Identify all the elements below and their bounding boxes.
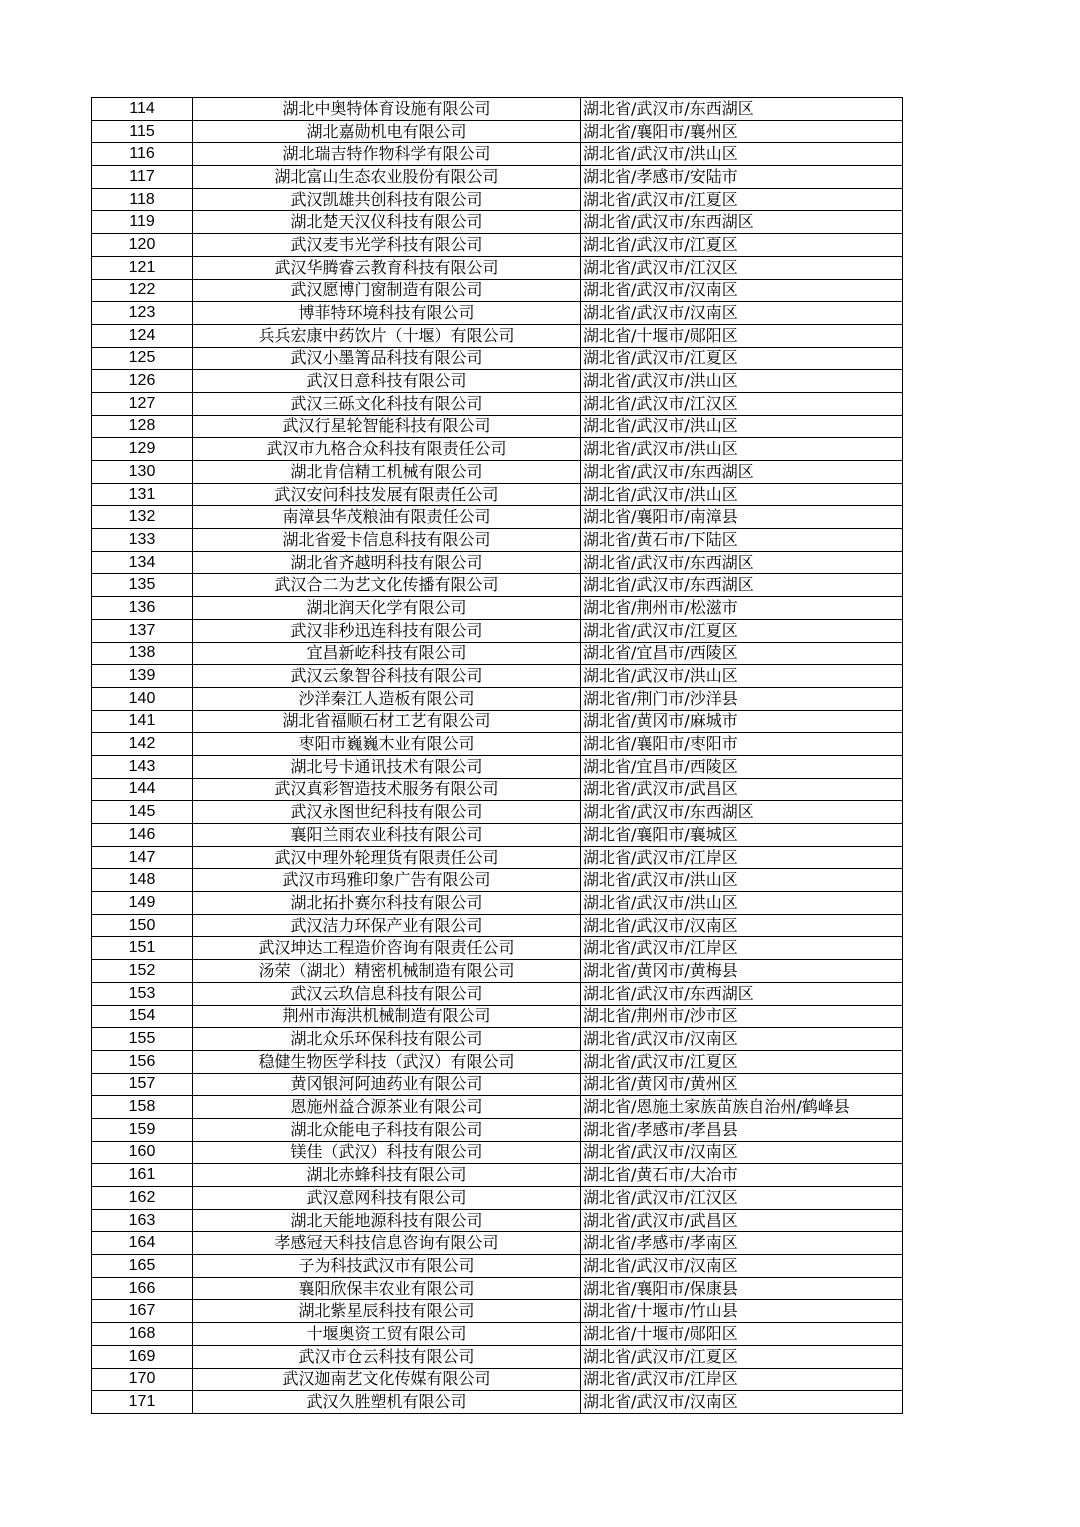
region-cell: 湖北省/武汉市/洪山区 [581,892,903,915]
region-cell: 湖北省/宜昌市/西陵区 [581,642,903,665]
region-cell: 湖北省/武汉市/汉南区 [581,1141,903,1164]
company-name-cell: 武汉坤达工程造价咨询有限责任公司 [193,937,581,960]
company-name-cell: 湖北肯信精工机械有限公司 [193,461,581,484]
table-row [92,143,903,166]
company-name-cell: 武汉久胜塑机有限公司 [193,1391,581,1414]
row-number-cell: 140 [92,687,193,710]
region-cell: 湖北省/荆州市/沙市区 [581,1005,903,1028]
region-cell: 湖北省/孝感市/孝南区 [581,1232,903,1255]
region-cell: 湖北省/武汉市/汉南区 [581,1391,903,1414]
company-name-cell: 武汉愿博门窗制造有限公司 [193,279,581,302]
company-name-cell: 湖北省爱卡信息科技有限公司 [193,529,581,552]
table-row [92,1323,903,1346]
company-name-cell: 湖北众乐环保科技有限公司 [193,1028,581,1051]
row-number-cell: 156 [92,1050,193,1073]
table-row [92,642,903,665]
region-cell: 湖北省/襄阳市/南漳县 [581,506,903,529]
region-cell: 湖北省/武汉市/武昌区 [581,1209,903,1232]
table-row [92,960,903,983]
company-name-cell: 武汉云象智谷科技有限公司 [193,665,581,688]
table-row [92,982,903,1005]
row-number-cell: 163 [92,1209,193,1232]
company-name-cell: 湖北号卡通讯技术有限公司 [193,755,581,778]
region-cell: 湖北省/武汉市/汉南区 [581,279,903,302]
region-cell: 湖北省/武汉市/东西湖区 [581,551,903,574]
row-number-cell: 141 [92,710,193,733]
company-name-cell: 武汉中理外轮理货有限责任公司 [193,846,581,869]
row-number-cell: 146 [92,824,193,847]
company-name-cell: 武汉市仓云科技有限公司 [193,1345,581,1368]
table-row [92,1096,903,1119]
table-row [92,1164,903,1187]
row-number-cell: 166 [92,1277,193,1300]
region-cell: 湖北省/武汉市/洪山区 [581,869,903,892]
row-number-cell: 153 [92,982,193,1005]
region-cell: 湖北省/孝感市/安陆市 [581,166,903,189]
region-cell: 湖北省/武汉市/洪山区 [581,483,903,506]
region-cell: 湖北省/武汉市/东西湖区 [581,98,903,121]
region-cell: 湖北省/黄冈市/黄梅县 [581,960,903,983]
region-cell: 湖北省/武汉市/江岸区 [581,846,903,869]
row-number-cell: 128 [92,415,193,438]
region-cell: 湖北省/荆门市/沙洋县 [581,687,903,710]
region-cell: 湖北省/武汉市/洪山区 [581,438,903,461]
row-number-cell: 125 [92,347,193,370]
region-cell: 湖北省/武汉市/江夏区 [581,1050,903,1073]
region-cell: 湖北省/襄阳市/枣阳市 [581,733,903,756]
row-number-cell: 155 [92,1028,193,1051]
table-row [92,665,903,688]
row-number-cell: 117 [92,166,193,189]
row-number-cell: 150 [92,914,193,937]
region-cell: 湖北省/襄阳市/襄州区 [581,120,903,143]
row-number-cell: 124 [92,324,193,347]
region-cell: 湖北省/武汉市/东西湖区 [581,801,903,824]
company-name-cell: 武汉市玛雅印象广告有限公司 [193,869,581,892]
row-number-cell: 135 [92,574,193,597]
region-cell: 湖北省/武汉市/汉南区 [581,302,903,325]
region-cell: 湖北省/黄石市/大冶市 [581,1164,903,1187]
region-cell: 湖北省/武汉市/江岸区 [581,1368,903,1391]
row-number-cell: 116 [92,143,193,166]
company-name-cell: 襄阳兰雨农业科技有限公司 [193,824,581,847]
region-cell: 湖北省/十堰市/竹山县 [581,1300,903,1323]
row-number-cell: 145 [92,801,193,824]
table-row [92,1118,903,1141]
company-name-cell: 武汉真彩智造技术服务有限公司 [193,778,581,801]
table-row [92,846,903,869]
row-number-cell: 122 [92,279,193,302]
table-row [92,574,903,597]
region-cell: 湖北省/武汉市/江夏区 [581,347,903,370]
company-name-cell: 湖北紫星辰科技有限公司 [193,1300,581,1323]
table-row [92,755,903,778]
company-name-cell: 武汉意网科技有限公司 [193,1187,581,1210]
company-name-cell: 黄冈银河阿迪药业有限公司 [193,1073,581,1096]
table-row [92,1005,903,1028]
table-row [92,1073,903,1096]
table-row [92,778,903,801]
table-row [92,597,903,620]
row-number-cell: 137 [92,619,193,642]
region-cell: 湖北省/武汉市/武昌区 [581,778,903,801]
region-cell: 湖北省/武汉市/江夏区 [581,234,903,257]
region-cell: 湖北省/武汉市/江夏区 [581,619,903,642]
row-number-cell: 168 [92,1323,193,1346]
company-list-table [91,97,903,1414]
table-row [92,1300,903,1323]
table-row [92,1368,903,1391]
company-name-cell: 湖北嘉勋机电有限公司 [193,120,581,143]
row-number-cell: 119 [92,211,193,234]
table-row [92,256,903,279]
company-name-cell: 武汉合二为艺文化传播有限公司 [193,574,581,597]
company-name-cell: 湖北富山生态农业股份有限公司 [193,166,581,189]
table-row [92,687,903,710]
table-row [92,211,903,234]
row-number-cell: 160 [92,1141,193,1164]
row-number-cell: 126 [92,370,193,393]
company-name-cell: 武汉云玖信息科技有限公司 [193,982,581,1005]
company-name-cell: 湖北众能电子科技有限公司 [193,1118,581,1141]
table-row [92,551,903,574]
table-row [92,120,903,143]
company-name-cell: 恩施州益合源茶业有限公司 [193,1096,581,1119]
region-cell: 湖北省/武汉市/汉南区 [581,914,903,937]
company-name-cell: 武汉三砾文化科技有限公司 [193,392,581,415]
region-cell: 湖北省/武汉市/东西湖区 [581,211,903,234]
region-cell: 湖北省/孝感市/孝昌县 [581,1118,903,1141]
table-row [92,914,903,937]
row-number-cell: 170 [92,1368,193,1391]
company-name-cell: 镁佳（武汉）科技有限公司 [193,1141,581,1164]
region-cell: 湖北省/武汉市/江汉区 [581,392,903,415]
company-name-cell: 湖北拓扑赛尔科技有限公司 [193,892,581,915]
company-name-cell: 武汉凯雄共创科技有限公司 [193,188,581,211]
table-row [92,937,903,960]
table-row [92,506,903,529]
table-row [92,324,903,347]
table-row [92,1255,903,1278]
table-row [92,733,903,756]
company-name-cell: 湖北省齐越明科技有限公司 [193,551,581,574]
company-name-cell: 湖北省福顺石材工艺有限公司 [193,710,581,733]
row-number-cell: 130 [92,461,193,484]
region-cell: 湖北省/宜昌市/西陵区 [581,755,903,778]
company-name-cell: 沙洋秦江人造板有限公司 [193,687,581,710]
company-name-cell: 孝感冠天科技信息咨询有限公司 [193,1232,581,1255]
row-number-cell: 136 [92,597,193,620]
company-name-cell: 湖北中奥特体育设施有限公司 [193,98,581,121]
region-cell: 湖北省/襄阳市/保康县 [581,1277,903,1300]
company-name-cell: 枣阳市巍巍木业有限公司 [193,733,581,756]
row-number-cell: 158 [92,1096,193,1119]
region-cell: 湖北省/武汉市/洪山区 [581,665,903,688]
table-row [92,1232,903,1255]
table-row [92,1345,903,1368]
company-name-cell: 荆州市海洪机械制造有限公司 [193,1005,581,1028]
region-cell: 湖北省/武汉市/江汉区 [581,256,903,279]
table-row [92,1141,903,1164]
row-number-cell: 118 [92,188,193,211]
row-number-cell: 132 [92,506,193,529]
table-row [92,461,903,484]
region-cell: 湖北省/武汉市/东西湖区 [581,982,903,1005]
row-number-cell: 165 [92,1255,193,1278]
table-row [92,302,903,325]
table-row [92,1028,903,1051]
row-number-cell: 121 [92,256,193,279]
row-number-cell: 171 [92,1391,193,1414]
company-name-cell: 武汉日意科技有限公司 [193,370,581,393]
region-cell: 湖北省/十堰市/郧阳区 [581,324,903,347]
company-name-cell: 兵兵宏康中药饮片（十堰）有限公司 [193,324,581,347]
table-row [92,1277,903,1300]
company-name-cell: 南漳县华茂粮油有限责任公司 [193,506,581,529]
table-row [92,98,903,121]
region-cell: 湖北省/武汉市/洪山区 [581,370,903,393]
row-number-cell: 134 [92,551,193,574]
company-name-cell: 子为科技武汉市有限公司 [193,1255,581,1278]
region-cell: 湖北省/武汉市/江夏区 [581,188,903,211]
row-number-cell: 131 [92,483,193,506]
row-number-cell: 167 [92,1300,193,1323]
row-number-cell: 159 [92,1118,193,1141]
company-name-cell: 湖北楚天汉仪科技有限公司 [193,211,581,234]
region-cell: 湖北省/武汉市/江岸区 [581,937,903,960]
table-row [92,529,903,552]
row-number-cell: 161 [92,1164,193,1187]
company-name-cell: 武汉非秒迅连科技有限公司 [193,619,581,642]
company-name-cell: 武汉华腾睿云教育科技有限公司 [193,256,581,279]
row-number-cell: 152 [92,960,193,983]
region-cell: 湖北省/武汉市/洪山区 [581,143,903,166]
row-number-cell: 162 [92,1187,193,1210]
row-number-cell: 142 [92,733,193,756]
table-row [92,279,903,302]
region-cell: 湖北省/黄冈市/黄州区 [581,1073,903,1096]
company-name-cell: 博菲特环境科技有限公司 [193,302,581,325]
row-number-cell: 139 [92,665,193,688]
table-row [92,438,903,461]
company-name-cell: 武汉洁力环保产业有限公司 [193,914,581,937]
company-name-cell: 襄阳欣保丰农业有限公司 [193,1277,581,1300]
row-number-cell: 149 [92,892,193,915]
company-name-cell: 宜昌新屹科技有限公司 [193,642,581,665]
row-number-cell: 115 [92,120,193,143]
region-cell: 湖北省/武汉市/江夏区 [581,1345,903,1368]
company-name-cell: 湖北瑞吉特作物科学有限公司 [193,143,581,166]
table-row [92,483,903,506]
table-row [92,801,903,824]
company-name-cell: 汤荣（湖北）精密机械制造有限公司 [193,960,581,983]
company-name-cell: 武汉麦韦光学科技有限公司 [193,234,581,257]
region-cell: 湖北省/荆州市/松滋市 [581,597,903,620]
row-number-cell: 143 [92,755,193,778]
table-row [92,824,903,847]
row-number-cell: 164 [92,1232,193,1255]
table-row [92,1050,903,1073]
company-name-cell: 武汉安问科技发展有限责任公司 [193,483,581,506]
row-number-cell: 138 [92,642,193,665]
company-name-cell: 稳健生物医学科技（武汉）有限公司 [193,1050,581,1073]
table-row [92,892,903,915]
company-name-cell: 武汉小墨箐品科技有限公司 [193,347,581,370]
table-body [92,98,903,1414]
company-name-cell: 武汉迦南艺文化传媒有限公司 [193,1368,581,1391]
table-row [92,234,903,257]
table-row [92,392,903,415]
table-row [92,347,903,370]
region-cell: 湖北省/十堰市/郧阳区 [581,1323,903,1346]
region-cell: 湖北省/黄冈市/麻城市 [581,710,903,733]
row-number-cell: 151 [92,937,193,960]
region-cell: 湖北省/武汉市/江汉区 [581,1187,903,1210]
row-number-cell: 133 [92,529,193,552]
region-cell: 湖北省/武汉市/汉南区 [581,1255,903,1278]
row-number-cell: 148 [92,869,193,892]
region-cell: 湖北省/武汉市/东西湖区 [581,574,903,597]
table-row [92,710,903,733]
row-number-cell: 123 [92,302,193,325]
table-row [92,166,903,189]
company-name-cell: 湖北天能地源科技有限公司 [193,1209,581,1232]
company-name-cell: 十堰奥资工贸有限公司 [193,1323,581,1346]
row-number-cell: 127 [92,392,193,415]
row-number-cell: 157 [92,1073,193,1096]
row-number-cell: 129 [92,438,193,461]
table-row [92,415,903,438]
table-row [92,1209,903,1232]
region-cell: 湖北省/恩施土家族苗族自治州/鹤峰县 [581,1096,903,1119]
company-name-cell: 湖北润天化学有限公司 [193,597,581,620]
table-row [92,869,903,892]
region-cell: 湖北省/黄石市/下陆区 [581,529,903,552]
company-name-cell: 武汉行星轮智能科技有限公司 [193,415,581,438]
region-cell: 湖北省/武汉市/洪山区 [581,415,903,438]
table-row [92,1187,903,1210]
company-name-cell: 湖北赤蜂科技有限公司 [193,1164,581,1187]
region-cell: 湖北省/武汉市/汉南区 [581,1028,903,1051]
table-row [92,1391,903,1414]
row-number-cell: 120 [92,234,193,257]
row-number-cell: 114 [92,98,193,121]
row-number-cell: 144 [92,778,193,801]
row-number-cell: 154 [92,1005,193,1028]
region-cell: 湖北省/襄阳市/襄城区 [581,824,903,847]
table-row [92,370,903,393]
region-cell: 湖北省/武汉市/东西湖区 [581,461,903,484]
table-row [92,188,903,211]
company-name-cell: 武汉市九格合众科技有限责任公司 [193,438,581,461]
company-name-cell: 武汉永图世纪科技有限公司 [193,801,581,824]
row-number-cell: 169 [92,1345,193,1368]
row-number-cell: 147 [92,846,193,869]
table-row [92,619,903,642]
